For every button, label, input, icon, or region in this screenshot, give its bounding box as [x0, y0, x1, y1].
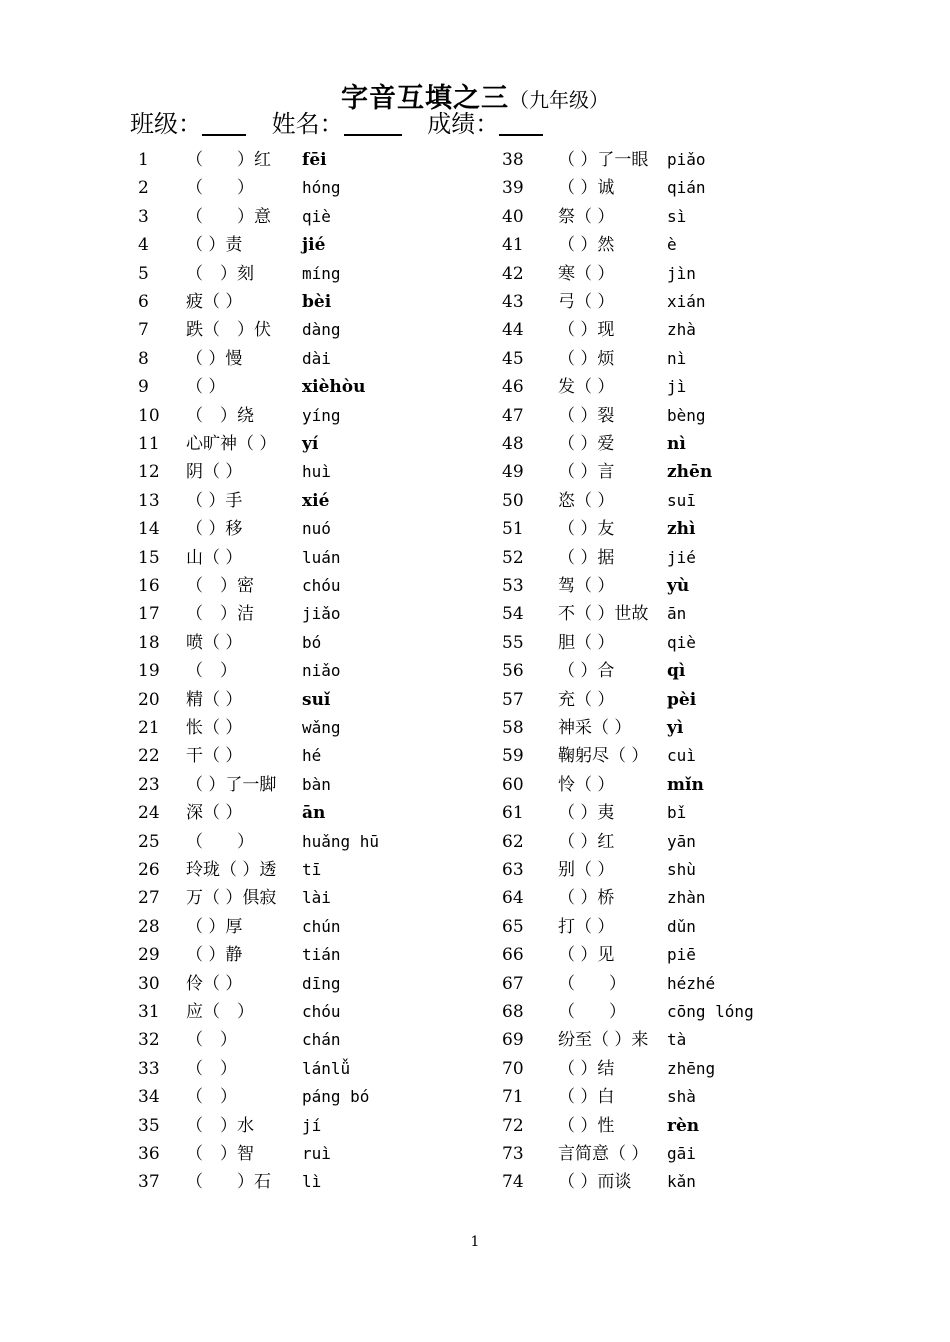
question-pinyin: niǎo [302, 661, 341, 681]
question-word[interactable]: （ ） [186, 831, 254, 852]
question-number: 27 [138, 888, 160, 909]
question-number: 15 [138, 547, 160, 568]
question-word[interactable]: （ ） [558, 1002, 626, 1022]
question-pinyin: qiè [667, 632, 696, 652]
question-number: 44 [502, 320, 524, 341]
question-word[interactable]: （ ） [186, 661, 237, 682]
question-word[interactable]: （ ）而谈 [558, 1172, 632, 1193]
question-word[interactable]: 心旷神（ ） [186, 434, 277, 454]
question-word[interactable]: （ ）据 [558, 547, 615, 568]
question-number: 16 [138, 576, 160, 596]
question-word[interactable]: （ ）言 [558, 462, 615, 483]
question-word[interactable]: （ ）责 [186, 235, 243, 256]
question-word[interactable]: 干（ ） [186, 746, 243, 767]
question-number: 50 [502, 490, 524, 511]
question-number: 5 [138, 263, 149, 284]
question-pinyin: yān [667, 831, 696, 851]
question-number: 1 [138, 150, 149, 170]
question-number: 12 [138, 462, 160, 483]
question-number: 58 [502, 718, 524, 738]
question-pinyin: chóu [302, 576, 341, 595]
question-number: 8 [138, 348, 149, 369]
question-pinyin: yì [667, 718, 684, 738]
question-word[interactable]: （ ）桥 [558, 888, 615, 909]
question-number: 6 [138, 292, 149, 312]
question-number: 57 [502, 689, 524, 710]
question-number: 63 [502, 860, 524, 880]
question-number: 9 [138, 377, 149, 398]
question-word[interactable]: （ ）合 [558, 661, 615, 682]
question-number: 31 [138, 1002, 160, 1022]
question-pinyin: zhì [667, 519, 696, 540]
score-label: 成绩： [427, 110, 500, 138]
question-number: 20 [138, 689, 160, 710]
question-pinyin: bǐ [667, 803, 687, 823]
question-number: 71 [502, 1087, 524, 1108]
question-pinyin: bèng [667, 405, 706, 425]
question-pinyin: rèn [667, 1115, 700, 1136]
question-number: 42 [502, 263, 524, 284]
question-pinyin: jiǎo [302, 604, 341, 624]
question-pinyin: piē [667, 945, 696, 965]
question-number: 70 [502, 1058, 524, 1079]
grade-label: （九年级） [509, 88, 609, 112]
question-number: 48 [502, 434, 524, 454]
question-pinyin: zhà [667, 320, 696, 340]
question-number: 54 [502, 604, 524, 625]
question-pinyin: páng bó [302, 1087, 370, 1107]
question-word[interactable]: 玲珑（ ）透 [186, 860, 277, 880]
question-pinyin: chóu [302, 1002, 341, 1021]
question-pinyin: jìn [667, 263, 696, 283]
question-pinyin: qiè [302, 206, 331, 226]
question-number: 28 [138, 916, 160, 937]
question-word[interactable]: （ ） [186, 1030, 237, 1051]
question-number: 30 [138, 973, 160, 994]
question-pinyin: tián [302, 945, 341, 965]
question-number: 53 [502, 576, 524, 596]
question-pinyin: luán [302, 547, 341, 567]
question-pinyin: jié [667, 547, 696, 567]
question-pinyin: nì [667, 348, 687, 368]
question-pinyin: xié [302, 490, 330, 511]
question-word[interactable]: 言简意（ ） [558, 1144, 649, 1164]
question-word[interactable]: 应（ ） [186, 1002, 254, 1022]
name-blank[interactable] [344, 110, 402, 136]
question-number: 47 [502, 405, 524, 426]
question-pinyin: ān [667, 604, 687, 624]
question-number: 52 [502, 547, 524, 568]
question-pinyin: ān [302, 803, 326, 824]
question-pinyin: dīng [302, 973, 341, 993]
student-info-line [130, 104, 561, 139]
question-word[interactable]: 不（ ）世故 [558, 604, 649, 625]
question-word[interactable]: 恣（ ） [558, 490, 615, 511]
question-word[interactable]: （ ）移 [186, 519, 243, 540]
question-word[interactable]: （ ）现 [558, 320, 615, 341]
question-word[interactable]: 打（ ） [558, 916, 615, 937]
question-number: 21 [138, 718, 160, 738]
question-pinyin: mǐn [667, 774, 704, 795]
question-number: 39 [502, 178, 524, 199]
question-number: 49 [502, 462, 524, 483]
question-number: 36 [138, 1144, 160, 1164]
question-pinyin: pèi [667, 689, 697, 710]
question-number: 55 [502, 632, 524, 653]
question-pinyin: chán [302, 1030, 341, 1050]
question-number: 68 [502, 1002, 524, 1022]
question-word[interactable]: （ ）了一眼 [558, 150, 649, 170]
question-word[interactable]: 发（ ） [558, 377, 615, 398]
question-pinyin: yí [302, 434, 319, 454]
question-word[interactable]: （ ）见 [558, 945, 615, 966]
question-pinyin: bèi [302, 292, 332, 312]
question-pinyin: kǎn [667, 1172, 696, 1192]
question-number: 17 [138, 604, 160, 625]
question-pinyin: lì [302, 1172, 322, 1192]
question-word[interactable]: （ ）红 [558, 831, 615, 852]
question-pinyin: hóng [302, 178, 341, 198]
question-number: 69 [502, 1030, 524, 1051]
question-number: 14 [138, 519, 160, 540]
question-word[interactable]: 伶（ ） [186, 973, 243, 994]
question-pinyin: tà [667, 1030, 687, 1050]
question-pinyin: chún [302, 916, 341, 936]
question-pinyin: suǐ [302, 689, 331, 710]
question-pinyin: yíng [302, 405, 341, 425]
question-pinyin: lánlǚ [302, 1058, 351, 1078]
question-word[interactable]: （ ）绕 [186, 405, 254, 426]
question-word[interactable]: 祭（ ） [558, 206, 615, 227]
name-label: 姓名： [271, 110, 344, 138]
question-word[interactable]: （ ）了一脚 [186, 774, 277, 795]
score-blank[interactable] [499, 110, 543, 136]
question-word[interactable]: （ ）静 [186, 945, 243, 966]
question-number: 22 [138, 746, 160, 767]
question-number: 10 [138, 405, 160, 426]
question-number: 23 [138, 774, 160, 795]
question-number: 13 [138, 490, 160, 511]
question-number: 32 [138, 1030, 160, 1051]
question-word[interactable]: 神采（ ） [558, 718, 632, 738]
question-number: 33 [138, 1058, 160, 1079]
question-word[interactable]: （ ）性 [558, 1115, 615, 1136]
question-number: 19 [138, 661, 160, 682]
question-pinyin: dàng [302, 320, 341, 340]
question-pinyin: zhàn [667, 888, 706, 908]
question-number: 41 [502, 235, 524, 256]
question-number: 4 [138, 235, 149, 256]
question-number: 2 [138, 178, 149, 199]
question-pinyin: è [667, 235, 677, 255]
question-number: 11 [138, 434, 160, 454]
question-word[interactable]: （ ）智 [186, 1144, 254, 1164]
question-word[interactable]: 怅（ ） [186, 718, 243, 738]
question-number: 43 [502, 292, 524, 312]
question-word[interactable]: （ ）洁 [186, 604, 254, 625]
question-number: 46 [502, 377, 524, 398]
question-pinyin: bàn [302, 774, 331, 794]
question-word[interactable]: 跌（ ）伏 [186, 320, 271, 341]
question-pinyin: nuó [302, 519, 331, 539]
question-pinyin: nì [667, 434, 686, 454]
question-pinyin: hé [302, 746, 322, 766]
question-word[interactable]: 充（ ） [558, 689, 615, 710]
question-word[interactable]: 别（ ） [558, 860, 615, 880]
question-number: 62 [502, 831, 524, 852]
question-word[interactable]: （ ）诚 [558, 178, 615, 199]
question-word[interactable]: （ ）慢 [186, 348, 243, 369]
question-pinyin: tī [302, 860, 322, 879]
question-word[interactable]: 喷（ ） [186, 632, 243, 653]
question-number: 25 [138, 831, 160, 852]
question-pinyin: qián [667, 178, 706, 198]
question-word[interactable]: （ ）手 [186, 490, 243, 511]
question-number: 73 [502, 1144, 524, 1164]
question-number: 24 [138, 803, 160, 824]
question-pinyin: xián [667, 292, 706, 311]
question-pinyin: suī [667, 490, 696, 510]
question-word[interactable]: （ ）石 [186, 1172, 271, 1193]
question-number: 60 [502, 774, 524, 795]
question-pinyin: xièhòu [302, 377, 366, 398]
question-word[interactable]: 怜（ ） [558, 774, 615, 795]
question-word[interactable]: （ ）结 [558, 1058, 615, 1079]
question-word[interactable]: （ ）白 [558, 1087, 615, 1108]
question-word[interactable]: （ ） [558, 973, 626, 994]
question-word[interactable]: 寒（ ） [558, 263, 615, 284]
question-pinyin: hézhé [667, 973, 716, 993]
question-word[interactable]: 山（ ） [186, 547, 243, 568]
question-number: 35 [138, 1115, 160, 1136]
question-number: 7 [138, 320, 149, 341]
question-number: 64 [502, 888, 524, 909]
question-number: 18 [138, 632, 160, 653]
question-pinyin: cōng lóng [667, 1002, 754, 1021]
question-word[interactable]: （ ）水 [186, 1115, 254, 1136]
question-word[interactable]: （ ）裂 [558, 405, 615, 426]
question-pinyin: jì [667, 377, 687, 397]
question-pinyin: lài [302, 888, 331, 908]
question-word[interactable]: （ ） [186, 178, 254, 199]
question-pinyin: cuì [667, 746, 696, 766]
question-word[interactable]: 万（ ）俱寂 [186, 888, 277, 909]
question-number: 37 [138, 1172, 160, 1193]
question-word[interactable]: （ ）厚 [186, 916, 243, 937]
question-number: 51 [502, 519, 524, 540]
question-word[interactable]: （ ）红 [186, 150, 271, 170]
question-word[interactable]: 弓（ ） [558, 292, 615, 312]
question-word[interactable]: （ ） [186, 377, 226, 398]
question-pinyin: míng [302, 263, 341, 283]
question-pinyin: piǎo [667, 150, 706, 169]
question-word[interactable]: （ ） [186, 1058, 237, 1079]
class-blank[interactable] [202, 110, 246, 136]
question-word[interactable]: 疲（ ） [186, 292, 243, 312]
question-word[interactable]: （ ）刻 [186, 263, 254, 284]
question-word[interactable]: 精（ ） [186, 689, 243, 710]
question-pinyin: zhēng [667, 1058, 716, 1078]
question-number: 74 [502, 1172, 524, 1193]
question-pinyin: bó [302, 632, 322, 652]
question-number: 66 [502, 945, 524, 966]
question-number: 26 [138, 860, 160, 880]
question-pinyin: huǎng hū [302, 831, 380, 851]
question-word[interactable]: （ ）密 [186, 576, 254, 596]
question-word[interactable]: 胆（ ） [558, 632, 615, 653]
question-pinyin: yù [667, 576, 690, 596]
question-number: 61 [502, 803, 524, 824]
question-number: 38 [502, 150, 524, 170]
question-pinyin: zhēn [667, 462, 713, 483]
question-word[interactable]: 驾（ ） [558, 576, 615, 596]
question-pinyin: dǔn [667, 916, 696, 936]
question-number: 67 [502, 973, 524, 994]
question-pinyin: sì [667, 206, 687, 226]
question-word[interactable]: 鞠躬尽（ ） [558, 746, 649, 767]
page-number: 1 [470, 1234, 480, 1250]
question-pinyin: gāi [667, 1144, 696, 1163]
question-number: 72 [502, 1115, 524, 1136]
question-pinyin: jí [302, 1115, 322, 1135]
question-pinyin: fēi [302, 150, 327, 170]
question-number: 56 [502, 661, 524, 682]
question-pinyin: qì [667, 661, 686, 682]
question-pinyin: shà [667, 1087, 696, 1107]
question-word[interactable]: （ ）意 [186, 206, 271, 227]
question-pinyin: wǎng [302, 718, 341, 737]
question-word[interactable]: （ ）友 [558, 519, 615, 540]
question-number: 3 [138, 206, 149, 227]
question-pinyin: shù [667, 860, 696, 879]
worksheet-title: 字音互填之三 [341, 83, 509, 114]
question-number: 40 [502, 206, 524, 227]
question-word[interactable]: （ ）夷 [558, 803, 615, 824]
question-number: 29 [138, 945, 160, 966]
question-pinyin: jié [302, 235, 326, 256]
question-number: 59 [502, 746, 524, 767]
question-word[interactable]: （ ）烦 [558, 348, 615, 369]
question-pinyin: ruì [302, 1144, 331, 1163]
question-word[interactable]: 深（ ） [186, 803, 243, 824]
question-word[interactable]: （ ）爱 [558, 434, 615, 454]
question-pinyin: dài [302, 348, 331, 368]
question-number: 45 [502, 348, 524, 369]
question-number: 34 [138, 1087, 160, 1108]
question-word[interactable]: 纷至（ ）来 [558, 1030, 649, 1051]
question-word[interactable]: （ ）然 [558, 235, 615, 256]
question-word[interactable]: 阴（ ） [186, 462, 243, 483]
question-word[interactable]: （ ） [186, 1087, 237, 1108]
class-label: 班级： [130, 110, 202, 138]
question-number: 65 [502, 916, 524, 937]
question-pinyin: huì [302, 462, 331, 482]
